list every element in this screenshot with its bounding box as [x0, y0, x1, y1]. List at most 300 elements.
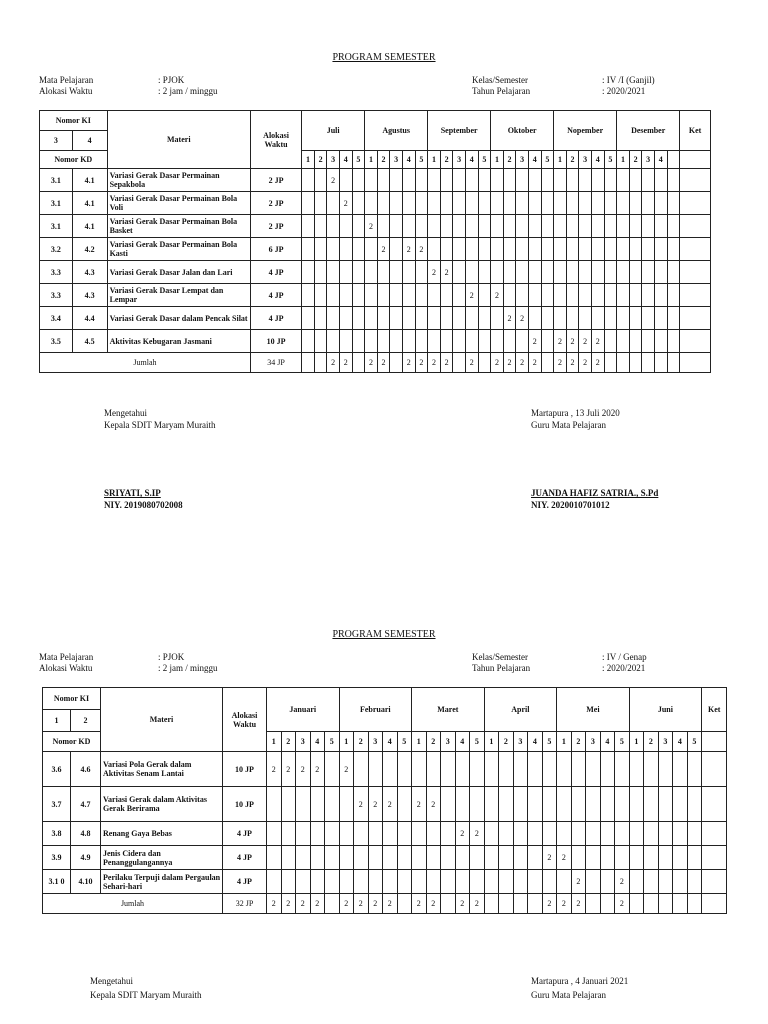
week-value-cell — [579, 307, 592, 330]
week-value-cell: 2 — [281, 752, 296, 787]
week-value-cell — [478, 238, 491, 261]
week-value-cell — [658, 822, 673, 846]
materi-cell: Variasi Gerak Dasar Permainan Bola Kasti — [107, 238, 250, 261]
total-week-cell — [302, 353, 315, 373]
total-week-cell — [453, 353, 466, 373]
total-week-cell: 2 — [339, 894, 354, 914]
week-value-cell — [591, 215, 604, 238]
week-value-cell — [302, 307, 315, 330]
week-value-cell — [281, 870, 296, 894]
week-number: 2 — [571, 732, 586, 752]
table-row — [40, 330, 711, 353]
week-value-cell — [615, 846, 630, 870]
table-row — [43, 870, 727, 894]
week-value-cell — [325, 787, 340, 822]
week-number: 4 — [465, 151, 478, 169]
week-value-cell — [397, 870, 412, 894]
week-number: 1 — [365, 151, 378, 169]
week-value-cell — [426, 846, 441, 870]
week-value-cell — [604, 307, 617, 330]
week-value-cell — [617, 192, 630, 215]
table-row — [40, 238, 711, 261]
alokasi-cell: 10 JP — [250, 330, 301, 353]
week-value-cell — [542, 752, 557, 787]
week-value-cell — [629, 261, 642, 284]
week-value-cell — [428, 307, 441, 330]
week-value-cell — [528, 787, 543, 822]
week-value-cell — [557, 822, 572, 846]
week-value-cell — [440, 169, 453, 192]
week-number: 2 — [281, 732, 296, 752]
week-value-cell — [325, 752, 340, 787]
total-week-cell: 2 — [310, 894, 325, 914]
week-value-cell — [541, 169, 554, 192]
week-value-cell — [354, 846, 369, 870]
alokasi-value: : 2 jam / minggu — [158, 663, 218, 673]
week-value-cell — [339, 215, 352, 238]
materi-cell: Variasi Gerak Dasar Permainan Bola Basket — [107, 215, 250, 238]
alokasi-cell: 4 JP — [223, 822, 267, 846]
week-value-cell — [368, 870, 383, 894]
week-value-cell — [465, 169, 478, 192]
week-number: 5 — [687, 732, 702, 752]
week-value-cell — [491, 169, 504, 192]
table-row — [40, 307, 711, 330]
week-value-cell — [390, 192, 403, 215]
table-row — [40, 192, 711, 215]
week-value-cell — [673, 870, 688, 894]
total-week-cell: 2 — [267, 894, 282, 914]
alokasi-header: Alokasi Waktu — [223, 688, 267, 752]
sign-left-line1: Mengetahui — [104, 408, 147, 418]
week-value-cell — [604, 192, 617, 215]
week-value-cell — [654, 169, 667, 192]
total-alokasi: 34 JP — [250, 353, 301, 373]
week-value-cell — [365, 261, 378, 284]
week-value-cell — [327, 307, 340, 330]
total-week-cell: 2 — [415, 353, 428, 373]
week-value-cell — [327, 261, 340, 284]
month-header: Desember — [617, 111, 680, 151]
kelas-label: Kelas/Semester — [472, 75, 528, 85]
week-value-cell — [390, 261, 403, 284]
kd-4-cell: 4.3 — [72, 261, 107, 284]
ket-cell — [680, 169, 711, 192]
materi-cell: Variasi Gerak Dasar Permainan Sepakbola — [107, 169, 250, 192]
nomor-kd-header: Nomor KD — [43, 732, 101, 752]
kelas-label: Kelas/Semester — [472, 652, 528, 662]
materi-cell: Variasi Gerak Dasar Lempat dan Lempar — [107, 284, 250, 307]
week-value-cell — [491, 215, 504, 238]
week-number: 1 — [484, 732, 499, 752]
week-value-cell — [571, 787, 586, 822]
week-value-cell: 2 — [455, 822, 470, 846]
week-value-cell — [604, 284, 617, 307]
week-value-cell — [339, 870, 354, 894]
week-number: 1 — [557, 732, 572, 752]
week-value-cell — [470, 752, 485, 787]
kd-3-cell: 3.1 — [40, 169, 73, 192]
week-value-cell: 2 — [339, 192, 352, 215]
week-value-cell — [281, 822, 296, 846]
week-value-cell — [586, 787, 601, 822]
week-value-cell — [465, 330, 478, 353]
total-week-cell — [654, 353, 667, 373]
week-value-cell — [310, 846, 325, 870]
week-value-cell — [604, 215, 617, 238]
week-value-cell — [455, 870, 470, 894]
total-week-cell — [541, 353, 554, 373]
week-value-cell: 2 — [428, 261, 441, 284]
total-week-cell — [397, 894, 412, 914]
ket-cell — [680, 192, 711, 215]
week-value-cell — [644, 846, 659, 870]
week-value-cell: 2 — [327, 169, 340, 192]
week-value-cell — [478, 261, 491, 284]
week-value-cell — [365, 192, 378, 215]
week-value-cell — [428, 215, 441, 238]
week-value-cell: 2 — [426, 787, 441, 822]
total-week-cell — [687, 894, 702, 914]
week-value-cell — [455, 846, 470, 870]
month-header: Februari — [339, 688, 412, 732]
week-value-cell — [453, 238, 466, 261]
week-value-cell — [591, 284, 604, 307]
total-week-cell: 2 — [566, 353, 579, 373]
week-value-cell — [377, 307, 390, 330]
week-value-cell — [554, 238, 567, 261]
week-number: 2 — [354, 732, 369, 752]
week-number: 3 — [516, 151, 529, 169]
table-row — [40, 215, 711, 238]
week-value-cell — [513, 787, 528, 822]
week-value-cell — [541, 284, 554, 307]
total-week-cell — [528, 894, 543, 914]
kd-3-cell: 3.5 — [40, 330, 73, 353]
week-value-cell — [528, 752, 543, 787]
week-value-cell — [554, 284, 567, 307]
total-week-cell: 2 — [368, 894, 383, 914]
week-number: 2 — [629, 151, 642, 169]
week-number: 5 — [604, 151, 617, 169]
week-number: 1 — [629, 732, 644, 752]
week-value-cell — [478, 330, 491, 353]
kd-4-cell: 4.9 — [71, 846, 101, 870]
week-number: 3 — [579, 151, 592, 169]
week-value-cell — [339, 307, 352, 330]
week-value-cell — [528, 822, 543, 846]
total-week-cell — [513, 894, 528, 914]
week-number: 4 — [528, 151, 541, 169]
sign-right-line1: Martapura , 4 Januari 2021 — [531, 976, 629, 986]
week-value-cell — [542, 787, 557, 822]
ket-cell — [680, 261, 711, 284]
week-value-cell: 2 — [491, 284, 504, 307]
week-value-cell — [314, 169, 327, 192]
week-value-cell — [302, 284, 315, 307]
week-value-cell: 2 — [339, 752, 354, 787]
alokasi-cell: 2 JP — [250, 169, 301, 192]
week-number: 4 — [591, 151, 604, 169]
total-week-cell: 2 — [402, 353, 415, 373]
week-value-cell: 2 — [377, 238, 390, 261]
week-value-cell: 2 — [310, 752, 325, 787]
week-value-cell — [484, 752, 499, 787]
week-value-cell — [667, 192, 680, 215]
week-number: 3 — [327, 151, 340, 169]
ket-header: Ket — [702, 688, 727, 732]
alokasi-label: Alokasi Waktu — [39, 86, 93, 96]
total-week-cell — [352, 353, 365, 373]
week-value-cell: 2 — [566, 330, 579, 353]
week-value-cell — [390, 238, 403, 261]
week-value-cell — [453, 330, 466, 353]
week-value-cell — [591, 261, 604, 284]
week-value-cell — [428, 238, 441, 261]
week-value-cell — [426, 752, 441, 787]
week-value-cell — [617, 238, 630, 261]
week-value-cell — [516, 330, 529, 353]
month-header: April — [484, 688, 557, 732]
week-value-cell — [377, 330, 390, 353]
week-value-cell — [453, 261, 466, 284]
week-value-cell — [339, 787, 354, 822]
week-value-cell — [554, 169, 567, 192]
total-label: Jumlah — [40, 353, 251, 373]
week-value-cell: 2 — [579, 330, 592, 353]
week-value-cell — [642, 284, 655, 307]
week-value-cell — [415, 284, 428, 307]
week-value-cell — [281, 846, 296, 870]
week-value-cell — [415, 192, 428, 215]
alokasi-value: : 2 jam / minggu — [158, 86, 218, 96]
total-week-cell — [617, 353, 630, 373]
ket-cell — [680, 353, 711, 373]
alokasi-cell: 10 JP — [223, 787, 267, 822]
week-value-cell — [591, 307, 604, 330]
total-week-cell — [314, 353, 327, 373]
week-value-cell — [352, 261, 365, 284]
week-value-cell — [600, 787, 615, 822]
week-value-cell — [516, 238, 529, 261]
week-value-cell — [673, 787, 688, 822]
week-value-cell — [503, 330, 516, 353]
week-value-cell — [368, 846, 383, 870]
week-value-cell — [499, 822, 514, 846]
total-week-cell: 2 — [557, 894, 572, 914]
week-value-cell — [629, 307, 642, 330]
week-value-cell — [478, 307, 491, 330]
week-value-cell — [484, 787, 499, 822]
week-value-cell — [327, 238, 340, 261]
week-value-cell — [440, 215, 453, 238]
total-week-cell — [586, 894, 601, 914]
mapel-label: Mata Pelajaran — [39, 652, 94, 662]
week-value-cell — [586, 846, 601, 870]
ket-cell — [680, 215, 711, 238]
week-value-cell — [513, 822, 528, 846]
week-value-cell — [503, 261, 516, 284]
page-title: PROGRAM SEMESTER — [332, 629, 436, 640]
week-value-cell — [654, 261, 667, 284]
week-value-cell — [667, 284, 680, 307]
week-number: 5 — [615, 732, 630, 752]
week-value-cell — [397, 822, 412, 846]
week-value-cell — [365, 284, 378, 307]
week-value-cell — [302, 261, 315, 284]
total-row — [40, 353, 711, 373]
week-value-cell — [310, 787, 325, 822]
week-value-cell — [296, 846, 311, 870]
month-header: Oktober — [491, 111, 554, 151]
week-value-cell — [554, 215, 567, 238]
week-value-cell — [687, 846, 702, 870]
week-value-cell — [516, 192, 529, 215]
week-value-cell — [412, 752, 427, 787]
week-value-cell — [658, 787, 673, 822]
week-value-cell — [390, 169, 403, 192]
week-value-cell — [352, 330, 365, 353]
week-value-cell — [412, 846, 427, 870]
nomor-ki-header: Nomor KI — [43, 688, 101, 710]
week-value-cell — [579, 192, 592, 215]
week-value-cell — [566, 169, 579, 192]
week-value-cell — [325, 870, 340, 894]
week-value-cell — [617, 284, 630, 307]
week-value-cell — [314, 284, 327, 307]
week-value-cell — [310, 870, 325, 894]
week-number: 2 — [644, 732, 659, 752]
week-value-cell — [644, 787, 659, 822]
kd-4-cell: 4.10 — [71, 870, 101, 894]
week-value-cell — [383, 822, 398, 846]
table-row — [40, 284, 711, 307]
alokasi-cell: 10 JP — [223, 752, 267, 787]
total-week-cell: 2 — [428, 353, 441, 373]
week-number: 4 — [600, 732, 615, 752]
total-week-cell: 2 — [281, 894, 296, 914]
week-value-cell — [314, 192, 327, 215]
week-value-cell — [491, 192, 504, 215]
week-value-cell — [365, 238, 378, 261]
week-value-cell — [302, 330, 315, 353]
week-value-cell — [339, 261, 352, 284]
week-value-cell — [629, 846, 644, 870]
week-value-cell — [687, 752, 702, 787]
program-semester-table — [39, 110, 711, 373]
kd-4-cell: 4.3 — [72, 284, 107, 307]
week-number: 4 — [402, 151, 415, 169]
week-number: 1 — [428, 151, 441, 169]
week-value-cell — [365, 307, 378, 330]
week-value-cell — [352, 169, 365, 192]
week-value-cell: 2 — [503, 307, 516, 330]
week-value-cell — [365, 330, 378, 353]
week-value-cell — [465, 192, 478, 215]
week-value-cell — [402, 261, 415, 284]
mapel-value: : PJOK — [158, 75, 185, 85]
total-week-cell — [658, 894, 673, 914]
week-value-cell — [629, 822, 644, 846]
month-header: September — [428, 111, 491, 151]
week-value-cell — [440, 330, 453, 353]
week-value-cell — [642, 261, 655, 284]
week-value-cell: 2 — [470, 822, 485, 846]
week-value-cell — [478, 192, 491, 215]
table-row — [43, 752, 727, 787]
kd-3-cell: 3.4 — [40, 307, 73, 330]
week-value-cell — [617, 330, 630, 353]
week-value-cell — [642, 215, 655, 238]
week-value-cell — [296, 870, 311, 894]
week-value-cell — [499, 846, 514, 870]
week-value-cell — [267, 787, 282, 822]
week-number: 4 — [673, 732, 688, 752]
mapel-value: : PJOK — [158, 652, 185, 662]
week-value-cell — [513, 870, 528, 894]
week-value-cell — [267, 870, 282, 894]
total-week-cell — [390, 353, 403, 373]
week-value-cell — [390, 307, 403, 330]
week-value-cell — [415, 307, 428, 330]
week-value-cell — [390, 330, 403, 353]
week-value-cell — [644, 870, 659, 894]
week-value-cell — [470, 846, 485, 870]
total-week-cell: 2 — [354, 894, 369, 914]
month-header: Juni — [629, 688, 702, 732]
week-value-cell — [325, 822, 340, 846]
week-number: 5 — [397, 732, 412, 752]
week-value-cell — [579, 284, 592, 307]
total-week-cell: 2 — [339, 353, 352, 373]
week-value-cell — [557, 752, 572, 787]
week-value-cell — [325, 846, 340, 870]
total-week-cell — [478, 353, 491, 373]
ket-cell — [680, 307, 711, 330]
tahun-label: Tahun Pelajaran — [472, 86, 531, 96]
week-value-cell — [654, 238, 667, 261]
total-week-cell: 2 — [571, 894, 586, 914]
week-value-cell — [354, 822, 369, 846]
week-value-cell — [516, 261, 529, 284]
kd-4-cell: 4.2 — [72, 238, 107, 261]
week-value-cell — [629, 752, 644, 787]
week-value-cell — [478, 215, 491, 238]
ki-2-header: 2 — [71, 710, 101, 732]
week-number: 1 — [267, 732, 282, 752]
week-value-cell — [644, 752, 659, 787]
sign-right-line1: Martapura , 13 Juli 2020 — [531, 408, 620, 418]
week-value-cell: 2 — [615, 870, 630, 894]
week-value-cell — [557, 787, 572, 822]
week-number: 4 — [339, 151, 352, 169]
week-number: 2 — [499, 732, 514, 752]
total-week-cell: 2 — [383, 894, 398, 914]
week-value-cell — [352, 307, 365, 330]
week-value-cell — [586, 870, 601, 894]
week-value-cell — [491, 238, 504, 261]
week-value-cell — [579, 215, 592, 238]
week-value-cell — [604, 330, 617, 353]
total-week-cell: 2 — [528, 353, 541, 373]
week-value-cell — [571, 822, 586, 846]
week-value-cell — [415, 261, 428, 284]
week-number: 5 — [325, 732, 340, 752]
month-header: Nopember — [554, 111, 617, 151]
total-week-cell — [325, 894, 340, 914]
week-value-cell — [642, 307, 655, 330]
week-value-cell — [667, 261, 680, 284]
